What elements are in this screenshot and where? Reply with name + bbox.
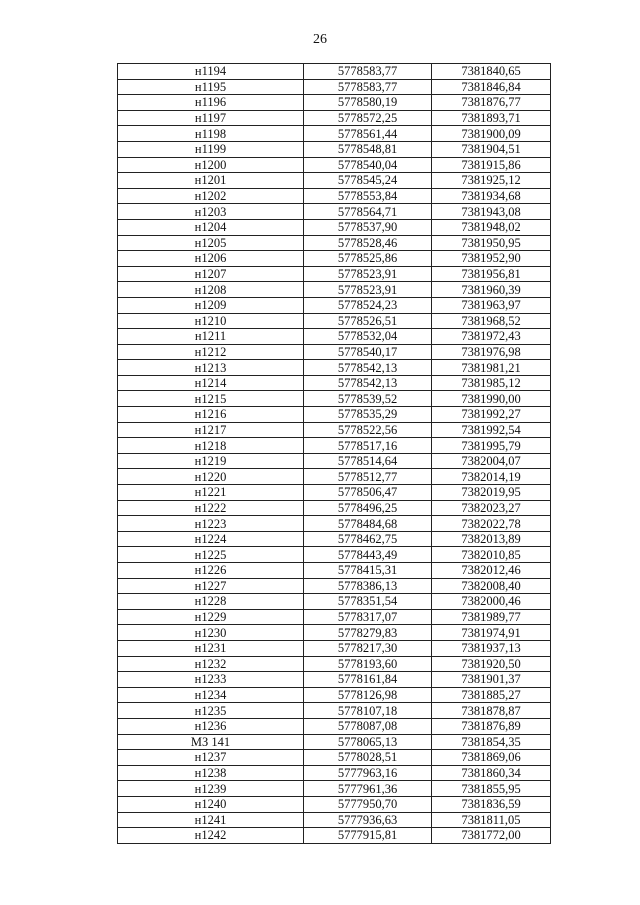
y-coordinate-cell: 7381811,05 [432,812,551,828]
x-coordinate-cell: 5778539,52 [304,391,432,407]
table-row [118,313,551,329]
table-row [118,563,551,579]
table-row [118,375,551,391]
page-number: 26 [313,32,327,47]
y-coordinate-cell: 7381893,71 [432,110,551,126]
table-row [118,329,551,345]
x-coordinate-cell: 5778415,31 [304,563,432,579]
y-coordinate-cell: 7381869,06 [432,750,551,766]
point-name-cell: н1226 [118,563,304,579]
x-coordinate-cell: 5778572,25 [304,110,432,126]
table-row [118,609,551,625]
point-name-cell: н1210 [118,313,304,329]
point-name-cell: н1241 [118,812,304,828]
y-coordinate-cell: 7381915,86 [432,157,551,173]
y-coordinate-cell: 7381968,52 [432,313,551,329]
y-coordinate-cell: 7381943,08 [432,204,551,220]
y-coordinate-cell: 7381948,02 [432,219,551,235]
x-coordinate-cell: 5778522,56 [304,422,432,438]
x-coordinate-cell: 5777915,81 [304,828,432,844]
y-coordinate-cell: 7382022,78 [432,516,551,532]
table-row [118,485,551,501]
table-row [118,781,551,797]
point-name-cell: н1213 [118,360,304,376]
point-name-cell: н1242 [118,828,304,844]
x-coordinate-cell: 5778525,86 [304,251,432,267]
table-row [118,95,551,111]
table-row [118,469,551,485]
y-coordinate-cell: 7381974,91 [432,625,551,641]
table-row [118,578,551,594]
point-name-cell: н1208 [118,282,304,298]
y-coordinate-cell: 7381990,00 [432,391,551,407]
y-coordinate-cell: 7381840,65 [432,64,551,80]
table-row [118,391,551,407]
point-name-cell: н1202 [118,188,304,204]
y-coordinate-cell: 7381992,27 [432,407,551,423]
point-name-cell: н1233 [118,672,304,688]
table-row [118,188,551,204]
point-name-cell: н1207 [118,266,304,282]
point-name-cell: н1215 [118,391,304,407]
x-coordinate-cell: 5778161,84 [304,672,432,688]
table-row [118,656,551,672]
y-coordinate-cell: 7381846,84 [432,79,551,95]
table-row [118,282,551,298]
x-coordinate-cell: 5778564,71 [304,204,432,220]
y-coordinate-cell: 7381960,39 [432,282,551,298]
x-coordinate-cell: 5778217,30 [304,640,432,656]
x-coordinate-cell: 5778107,18 [304,703,432,719]
y-coordinate-cell: 7381900,09 [432,126,551,142]
point-name-cell: н1204 [118,219,304,235]
x-coordinate-cell: 5778523,91 [304,266,432,282]
table-row [118,79,551,95]
y-coordinate-cell: 7382000,46 [432,594,551,610]
point-name-cell: н1205 [118,235,304,251]
point-name-cell: н1228 [118,594,304,610]
table-row [118,812,551,828]
x-coordinate-cell: 5778386,13 [304,578,432,594]
y-coordinate-cell: 7381956,81 [432,266,551,282]
x-coordinate-cell: 5778540,04 [304,157,432,173]
x-coordinate-cell: 5778087,08 [304,718,432,734]
x-coordinate-cell: 5778583,77 [304,79,432,95]
x-coordinate-cell: 5778542,13 [304,375,432,391]
x-coordinate-cell: 5778540,17 [304,344,432,360]
table-row [118,344,551,360]
table-row [118,141,551,157]
x-coordinate-cell: 5778526,51 [304,313,432,329]
y-coordinate-cell: 7381854,35 [432,734,551,750]
x-coordinate-cell: 5778512,77 [304,469,432,485]
x-coordinate-cell: 5778193,60 [304,656,432,672]
table-row [118,126,551,142]
x-coordinate-cell: 5778532,04 [304,329,432,345]
y-coordinate-cell: 7381901,37 [432,672,551,688]
x-coordinate-cell: 5778524,23 [304,297,432,313]
table-row [118,110,551,126]
point-name-cell: н1214 [118,375,304,391]
x-coordinate-cell: 5778528,46 [304,235,432,251]
table-row [118,266,551,282]
y-coordinate-cell: 7381934,68 [432,188,551,204]
table-row [118,734,551,750]
y-coordinate-cell: 7382013,89 [432,531,551,547]
point-name-cell: н1232 [118,656,304,672]
y-coordinate-cell: 7381981,21 [432,360,551,376]
table-row [118,173,551,189]
y-coordinate-cell: 7382014,19 [432,469,551,485]
x-coordinate-cell: 5778028,51 [304,750,432,766]
point-name-cell: н1203 [118,204,304,220]
table-row [118,547,551,563]
table-row [118,204,551,220]
x-coordinate-cell: 5778317,07 [304,609,432,625]
x-coordinate-cell: 5778279,83 [304,625,432,641]
y-coordinate-cell: 7381989,77 [432,609,551,625]
table-row [118,235,551,251]
table-row [118,703,551,719]
y-coordinate-cell: 7381992,54 [432,422,551,438]
x-coordinate-cell: 5778580,19 [304,95,432,111]
point-name-cell: н1196 [118,95,304,111]
x-coordinate-cell: 5778561,44 [304,126,432,142]
point-name-cell: н1218 [118,438,304,454]
x-coordinate-cell: 5778443,49 [304,547,432,563]
x-coordinate-cell: 5777961,36 [304,781,432,797]
y-coordinate-cell: 7381963,97 [432,297,551,313]
point-name-cell: н1199 [118,141,304,157]
x-coordinate-cell: 5778542,13 [304,360,432,376]
coordinates-table-body [118,64,551,844]
table-row [118,500,551,516]
x-coordinate-cell: 5778537,90 [304,219,432,235]
x-coordinate-cell: 5778126,98 [304,687,432,703]
point-name-cell: н1238 [118,765,304,781]
point-name-cell: н1223 [118,516,304,532]
table-row [118,750,551,766]
point-name-cell: н1231 [118,640,304,656]
x-coordinate-cell: 5778517,16 [304,438,432,454]
y-coordinate-cell: 7381925,12 [432,173,551,189]
point-name-cell: н1211 [118,329,304,345]
x-coordinate-cell: 5778484,68 [304,516,432,532]
y-coordinate-cell: 7381876,77 [432,95,551,111]
table-row [118,297,551,313]
point-name-cell: н1195 [118,79,304,95]
y-coordinate-cell: 7381878,87 [432,703,551,719]
y-coordinate-cell: 7381972,43 [432,329,551,345]
point-name-cell: н1209 [118,297,304,313]
y-coordinate-cell: 7381950,95 [432,235,551,251]
table-row [118,672,551,688]
point-name-cell: н1216 [118,407,304,423]
y-coordinate-cell: 7381995,79 [432,438,551,454]
table-row [118,422,551,438]
table-row [118,765,551,781]
point-name-cell: н1240 [118,796,304,812]
table-row [118,219,551,235]
table-row [118,687,551,703]
x-coordinate-cell: 5777963,16 [304,765,432,781]
x-coordinate-cell: 5778506,47 [304,485,432,501]
table-row [118,828,551,844]
table-row [118,796,551,812]
x-coordinate-cell: 5778462,75 [304,531,432,547]
point-name-cell: н1206 [118,251,304,267]
x-coordinate-cell: 5778514,64 [304,453,432,469]
y-coordinate-cell: 7381952,90 [432,251,551,267]
y-coordinate-cell: 7381920,50 [432,656,551,672]
table-row [118,407,551,423]
y-coordinate-cell: 7381885,27 [432,687,551,703]
x-coordinate-cell: 5777950,70 [304,796,432,812]
x-coordinate-cell: 5778548,81 [304,141,432,157]
table-row [118,64,551,80]
table-row [118,625,551,641]
point-name-cell: н1201 [118,173,304,189]
y-coordinate-cell: 7381860,34 [432,765,551,781]
point-name-cell: н1239 [118,781,304,797]
point-name-cell: н1220 [118,469,304,485]
point-name-cell: н1236 [118,718,304,734]
table-row [118,453,551,469]
x-coordinate-cell: 5778523,91 [304,282,432,298]
x-coordinate-cell: 5777936,63 [304,812,432,828]
point-name-cell: н1221 [118,485,304,501]
point-name-cell: н1234 [118,687,304,703]
x-coordinate-cell: 5778583,77 [304,64,432,80]
point-name-cell: МЗ 141 [118,734,304,750]
table-row [118,251,551,267]
table-row [118,594,551,610]
y-coordinate-cell: 7382010,85 [432,547,551,563]
point-name-cell: н1230 [118,625,304,641]
y-coordinate-cell: 7381976,98 [432,344,551,360]
point-name-cell: н1197 [118,110,304,126]
y-coordinate-cell: 7381772,00 [432,828,551,844]
table-row [118,516,551,532]
coordinates-table [117,63,551,844]
point-name-cell: н1237 [118,750,304,766]
x-coordinate-cell: 5778535,29 [304,407,432,423]
point-name-cell: н1194 [118,64,304,80]
point-name-cell: н1219 [118,453,304,469]
y-coordinate-cell: 7382023,27 [432,500,551,516]
x-coordinate-cell: 5778351,54 [304,594,432,610]
table-row [118,718,551,734]
y-coordinate-cell: 7381836,59 [432,796,551,812]
table-row [118,360,551,376]
y-coordinate-cell: 7381876,89 [432,718,551,734]
table-row [118,531,551,547]
point-name-cell: н1212 [118,344,304,360]
point-name-cell: н1235 [118,703,304,719]
x-coordinate-cell: 5778553,84 [304,188,432,204]
y-coordinate-cell: 7381904,51 [432,141,551,157]
y-coordinate-cell: 7381985,12 [432,375,551,391]
y-coordinate-cell: 7381937,13 [432,640,551,656]
x-coordinate-cell: 5778496,25 [304,500,432,516]
x-coordinate-cell: 5778545,24 [304,173,432,189]
table-row [118,640,551,656]
y-coordinate-cell: 7382012,46 [432,563,551,579]
point-name-cell: н1198 [118,126,304,142]
y-coordinate-cell: 7382008,40 [432,578,551,594]
table-row [118,157,551,173]
y-coordinate-cell: 7382019,95 [432,485,551,501]
point-name-cell: н1225 [118,547,304,563]
point-name-cell: н1200 [118,157,304,173]
point-name-cell: н1229 [118,609,304,625]
point-name-cell: н1222 [118,500,304,516]
y-coordinate-cell: 7382004,07 [432,453,551,469]
point-name-cell: н1224 [118,531,304,547]
point-name-cell: н1217 [118,422,304,438]
x-coordinate-cell: 5778065,13 [304,734,432,750]
point-name-cell: н1227 [118,578,304,594]
y-coordinate-cell: 7381855,95 [432,781,551,797]
table-row [118,438,551,454]
